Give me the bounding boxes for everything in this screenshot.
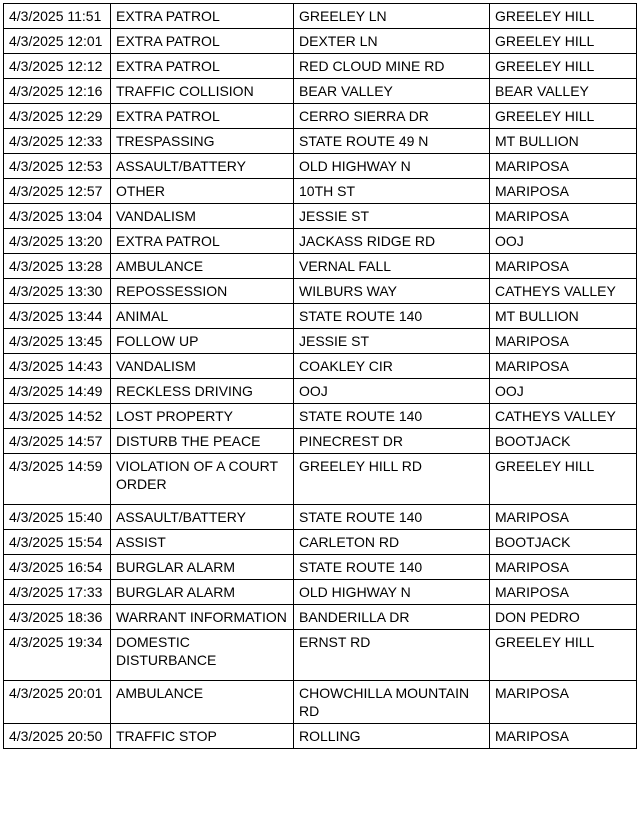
cell-area: DON PEDRO bbox=[490, 605, 637, 630]
cell-call-type: RECKLESS DRIVING bbox=[111, 379, 294, 404]
cell-call-type: ASSIST bbox=[111, 530, 294, 555]
cell-area: MARIPOSA bbox=[490, 204, 637, 229]
cell-area: CATHEYS VALLEY bbox=[490, 279, 637, 304]
table-row bbox=[4, 179, 637, 204]
cell-datetime: 4/3/2025 14:49 bbox=[4, 379, 111, 404]
cell-call-type: VANDALISM bbox=[111, 204, 294, 229]
table-row bbox=[4, 204, 637, 229]
table-row bbox=[4, 605, 637, 630]
cell-datetime: 4/3/2025 14:57 bbox=[4, 429, 111, 454]
cell-location: JESSIE ST bbox=[294, 329, 490, 354]
cell-location: OLD HIGHWAY N bbox=[294, 580, 490, 605]
table-row bbox=[4, 254, 637, 279]
table-row bbox=[4, 54, 637, 79]
cell-datetime: 4/3/2025 13:20 bbox=[4, 229, 111, 254]
cell-datetime: 4/3/2025 17:33 bbox=[4, 580, 111, 605]
cell-location: 10TH ST bbox=[294, 179, 490, 204]
cell-call-type: ANIMAL bbox=[111, 304, 294, 329]
cell-datetime: 4/3/2025 13:04 bbox=[4, 204, 111, 229]
cell-area: MT BULLION bbox=[490, 129, 637, 154]
cell-location: GREELEY LN bbox=[294, 4, 490, 29]
call-log-body bbox=[4, 4, 637, 749]
cell-area: BOOTJACK bbox=[490, 530, 637, 555]
cell-call-type: AMBULANCE bbox=[111, 681, 294, 724]
cell-call-type: OTHER bbox=[111, 179, 294, 204]
table-row bbox=[4, 279, 637, 304]
cell-location: WILBURS WAY bbox=[294, 279, 490, 304]
cell-area: MARIPOSA bbox=[490, 580, 637, 605]
cell-call-type: REPOSSESSION bbox=[111, 279, 294, 304]
cell-area: MARIPOSA bbox=[490, 724, 637, 749]
cell-area: GREELEY HILL bbox=[490, 54, 637, 79]
cell-datetime: 4/3/2025 13:30 bbox=[4, 279, 111, 304]
cell-location: ERNST RD bbox=[294, 630, 490, 681]
cell-location: OOJ bbox=[294, 379, 490, 404]
cell-call-type: AMBULANCE bbox=[111, 254, 294, 279]
cell-datetime: 4/3/2025 14:52 bbox=[4, 404, 111, 429]
cell-location: STATE ROUTE 140 bbox=[294, 404, 490, 429]
cell-call-type: ASSAULT/BATTERY bbox=[111, 154, 294, 179]
cell-call-type: BURGLAR ALARM bbox=[111, 580, 294, 605]
cell-location: BEAR VALLEY bbox=[294, 79, 490, 104]
cell-location: OLD HIGHWAY N bbox=[294, 154, 490, 179]
cell-location: JACKASS RIDGE RD bbox=[294, 229, 490, 254]
cell-datetime: 4/3/2025 12:16 bbox=[4, 79, 111, 104]
cell-area: MT BULLION bbox=[490, 304, 637, 329]
cell-area: MARIPOSA bbox=[490, 681, 637, 724]
cell-area: OOJ bbox=[490, 229, 637, 254]
table-row bbox=[4, 724, 637, 749]
cell-location: STATE ROUTE 140 bbox=[294, 505, 490, 530]
cell-call-type: WARRANT INFORMATION bbox=[111, 605, 294, 630]
table-row bbox=[4, 630, 637, 681]
cell-call-type: FOLLOW UP bbox=[111, 329, 294, 354]
cell-call-type: EXTRA PATROL bbox=[111, 54, 294, 79]
cell-datetime: 4/3/2025 20:01 bbox=[4, 681, 111, 724]
cell-location: GREELEY HILL RD bbox=[294, 454, 490, 505]
cell-area: GREELEY HILL bbox=[490, 4, 637, 29]
cell-call-type: TRAFFIC COLLISION bbox=[111, 79, 294, 104]
cell-datetime: 4/3/2025 11:51 bbox=[4, 4, 111, 29]
call-log-table bbox=[3, 3, 637, 749]
cell-datetime: 4/3/2025 19:34 bbox=[4, 630, 111, 681]
cell-location: JESSIE ST bbox=[294, 204, 490, 229]
cell-call-type: EXTRA PATROL bbox=[111, 229, 294, 254]
cell-area: OOJ bbox=[490, 379, 637, 404]
cell-call-type: EXTRA PATROL bbox=[111, 4, 294, 29]
cell-datetime: 4/3/2025 14:43 bbox=[4, 354, 111, 379]
cell-location: STATE ROUTE 140 bbox=[294, 555, 490, 580]
cell-area: MARIPOSA bbox=[490, 154, 637, 179]
cell-datetime: 4/3/2025 15:40 bbox=[4, 505, 111, 530]
cell-datetime: 4/3/2025 15:54 bbox=[4, 530, 111, 555]
cell-location: STATE ROUTE 49 N bbox=[294, 129, 490, 154]
table-row bbox=[4, 229, 637, 254]
cell-location: STATE ROUTE 140 bbox=[294, 304, 490, 329]
cell-datetime: 4/3/2025 18:36 bbox=[4, 605, 111, 630]
cell-area: GREELEY HILL bbox=[490, 454, 637, 505]
cell-call-type: TRESPASSING bbox=[111, 129, 294, 154]
cell-call-type: DISTURB THE PEACE bbox=[111, 429, 294, 454]
cell-location: ROLLING bbox=[294, 724, 490, 749]
cell-datetime: 4/3/2025 13:28 bbox=[4, 254, 111, 279]
cell-location: BANDERILLA DR bbox=[294, 605, 490, 630]
table-row bbox=[4, 505, 637, 530]
table-row bbox=[4, 429, 637, 454]
cell-datetime: 4/3/2025 12:33 bbox=[4, 129, 111, 154]
cell-area: MARIPOSA bbox=[490, 354, 637, 379]
cell-datetime: 4/3/2025 16:54 bbox=[4, 555, 111, 580]
cell-location: CHOWCHILLA MOUNTAIN RD bbox=[294, 681, 490, 724]
cell-area: MARIPOSA bbox=[490, 179, 637, 204]
cell-call-type: EXTRA PATROL bbox=[111, 104, 294, 129]
cell-datetime: 4/3/2025 14:59 bbox=[4, 454, 111, 505]
cell-datetime: 4/3/2025 12:12 bbox=[4, 54, 111, 79]
cell-datetime: 4/3/2025 13:44 bbox=[4, 304, 111, 329]
table-row bbox=[4, 681, 637, 724]
cell-call-type: BURGLAR ALARM bbox=[111, 555, 294, 580]
cell-area: BOOTJACK bbox=[490, 429, 637, 454]
cell-location: VERNAL FALL bbox=[294, 254, 490, 279]
cell-call-type: TRAFFIC STOP bbox=[111, 724, 294, 749]
table-row bbox=[4, 580, 637, 605]
table-row bbox=[4, 379, 637, 404]
cell-area: GREELEY HILL bbox=[490, 29, 637, 54]
cell-location: CARLETON RD bbox=[294, 530, 490, 555]
cell-area: GREELEY HILL bbox=[490, 630, 637, 681]
cell-area: BEAR VALLEY bbox=[490, 79, 637, 104]
table-row bbox=[4, 154, 637, 179]
cell-call-type: LOST PROPERTY bbox=[111, 404, 294, 429]
cell-datetime: 4/3/2025 12:29 bbox=[4, 104, 111, 129]
cell-call-type: DOMESTIC DISTURBANCE bbox=[111, 630, 294, 681]
table-row bbox=[4, 4, 637, 29]
cell-datetime: 4/3/2025 12:01 bbox=[4, 29, 111, 54]
cell-area: MARIPOSA bbox=[490, 329, 637, 354]
cell-location: RED CLOUD MINE RD bbox=[294, 54, 490, 79]
cell-call-type: EXTRA PATROL bbox=[111, 29, 294, 54]
cell-location: DEXTER LN bbox=[294, 29, 490, 54]
table-row bbox=[4, 304, 637, 329]
table-row bbox=[4, 404, 637, 429]
cell-call-type: ASSAULT/BATTERY bbox=[111, 505, 294, 530]
cell-area: CATHEYS VALLEY bbox=[490, 404, 637, 429]
cell-area: MARIPOSA bbox=[490, 254, 637, 279]
cell-datetime: 4/3/2025 20:50 bbox=[4, 724, 111, 749]
table-row bbox=[4, 530, 637, 555]
table-row bbox=[4, 354, 637, 379]
table-row bbox=[4, 555, 637, 580]
cell-call-type: VIOLATION OF A COURT ORDER bbox=[111, 454, 294, 505]
table-row bbox=[4, 129, 637, 154]
table-row bbox=[4, 79, 637, 104]
table-row bbox=[4, 29, 637, 54]
cell-location: PINECREST DR bbox=[294, 429, 490, 454]
table-row bbox=[4, 454, 637, 505]
cell-area: MARIPOSA bbox=[490, 555, 637, 580]
table-row bbox=[4, 329, 637, 354]
cell-area: GREELEY HILL bbox=[490, 104, 637, 129]
cell-datetime: 4/3/2025 13:45 bbox=[4, 329, 111, 354]
cell-call-type: VANDALISM bbox=[111, 354, 294, 379]
cell-location: CERRO SIERRA DR bbox=[294, 104, 490, 129]
cell-location: COAKLEY CIR bbox=[294, 354, 490, 379]
cell-area: MARIPOSA bbox=[490, 505, 637, 530]
cell-datetime: 4/3/2025 12:57 bbox=[4, 179, 111, 204]
table-row bbox=[4, 104, 637, 129]
cell-datetime: 4/3/2025 12:53 bbox=[4, 154, 111, 179]
